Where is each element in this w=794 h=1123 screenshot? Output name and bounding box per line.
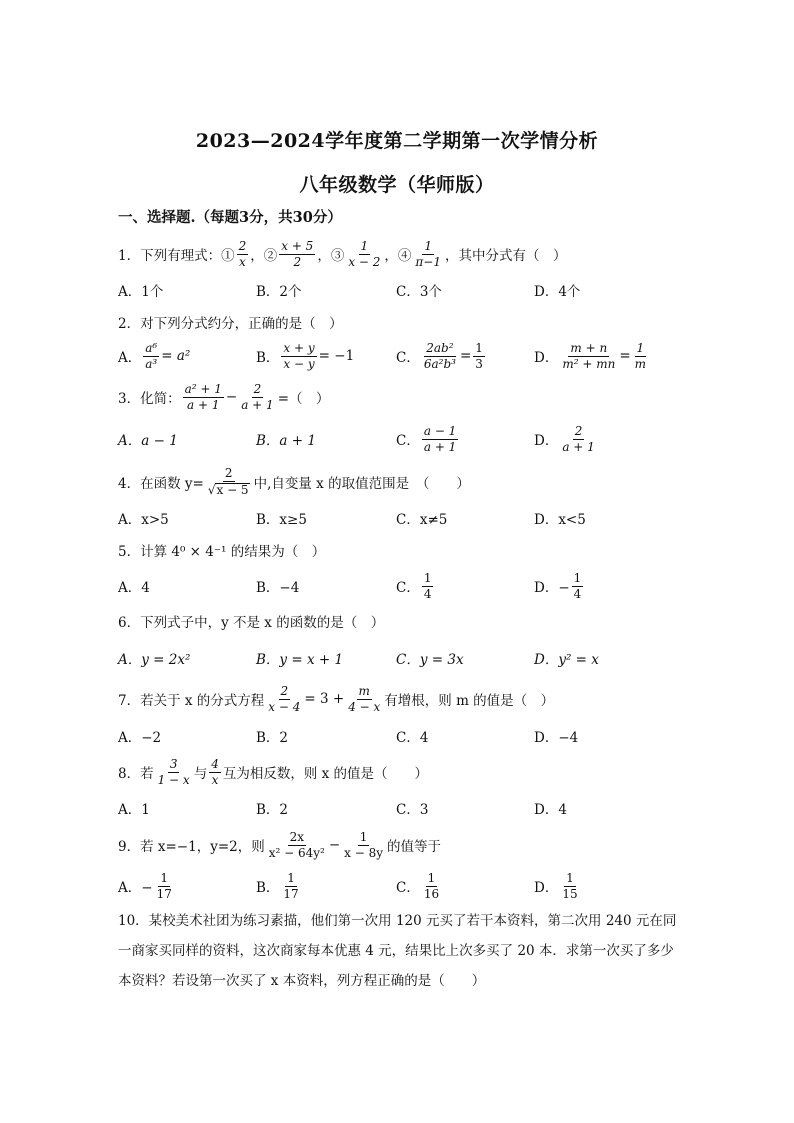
option-b: B．x≥5 (256, 512, 307, 528)
options-6 (118, 638, 678, 678)
question-9: 9．若 x=−1，y=2，则 $\frac{2x}{\text{x² − 64y²}}$ − $\frac{1}{x - 8y}$ 的值等于 (118, 829, 442, 860)
option-d: D． $\frac{2}{a + 1}$ (534, 423, 595, 454)
question-1: 1．下列有理式：① $\frac{2}{x}$ ，② $\frac{x + 5}{2}$ ，③ $\frac{1}{x - 2}$ ，④ $\frac{1}{\pi-1}$ ，其中分式有（ ） (118, 238, 567, 269)
option-d: D．−4 (534, 730, 579, 746)
option-a: A．x>5 (118, 512, 169, 528)
section-heading: 一、选择题.（每题3分，共30分） (118, 209, 342, 226)
option-a: A．4 (118, 580, 150, 596)
option-c: C． $\frac{a - 1}{a + 1}$ (396, 423, 457, 454)
option-b: B．2 (256, 802, 289, 818)
question-8: 8．若 $\frac{3}{1 - x}$ 与 $\frac{4}{x}$ 互为相反数，则 x 的值是（ ） (118, 756, 429, 787)
option-c: C． $\frac{1}{16}$ (396, 870, 440, 901)
option-b: B．2 (256, 730, 289, 746)
question-5: 5．计算 4⁰ × 4⁻¹ 的结果为（ ） (118, 544, 326, 560)
question-4: 4．在函数 y= 2 √ x − 5 中,自变量 x 的取值范围是 （ ） (118, 466, 470, 497)
options-7 (118, 716, 678, 756)
option-a: A．y = 2x² (118, 652, 191, 668)
option-c: C． $\frac{\text{2ab²}}{\text{6a²b³}}$ = $\frac{1}{3}$ (396, 340, 483, 371)
option-b: B．y = x + 1 (256, 652, 344, 668)
option-d: D．− $\frac{1}{4}$ (534, 570, 582, 601)
option-a: A． $\frac{\text{a⁶}}{\text{a³}}$ = a² (118, 340, 191, 371)
option-a: A．−2 (118, 730, 162, 746)
options-5 (118, 566, 678, 606)
option-d: D．4 (534, 802, 567, 818)
option-b: B．2个 (256, 284, 302, 300)
option-d: D． $\frac{m + n}{\text{m² + mn}}$ = $\frac{1}{m}$ (534, 340, 647, 371)
fraction: $\frac{1}{\pi-1}$ (415, 238, 441, 269)
question-2: 2．对下列分式约分，正确的是（ ） (118, 316, 343, 332)
option-c: C．4 (396, 730, 429, 746)
option-a: A．a − 1 (118, 433, 178, 449)
question-3: 3．化简： $\frac{\text{a² + 1}}{a + 1}$ − $\frac{2}{a + 1}$ =（ ） (118, 381, 330, 412)
fraction: $\frac{1}{x - 2}$ (348, 238, 381, 269)
option-d: D． $\frac{1}{15}$ (534, 870, 578, 901)
option-c: C． $\frac{1}{4}$ (396, 570, 432, 601)
options-9 (118, 866, 678, 906)
options-4 (118, 498, 678, 538)
option-a: A．1个 (118, 284, 164, 300)
option-d: D．y² = x (534, 652, 599, 668)
fraction: $\frac{x + 5}{2}$ (281, 238, 314, 269)
options-3 (118, 419, 678, 459)
option-b: B．−4 (256, 580, 300, 596)
option-b: B．a + 1 (256, 433, 316, 449)
option-b: B． $\frac{x + y}{x - y}$ = −1 (256, 340, 355, 371)
option-b: B． $\frac{1}{17}$ (256, 870, 299, 901)
exam-title: 2023—2024学年度第二学期第一次学情分析 (195, 130, 599, 152)
question-6: 6．下列式子中，y 不是 x 的函数的是（ ） (118, 615, 385, 631)
question-10: 10．某校美术社团为练习素描，他们第一次用 120 元买了若干本资料，第二次用 240 元在同一商家买同样的资料，这次商家每本优惠 4 元，结果比上次多买了 20 本．求第一次买了多少本资料？若设第一次买了 x 本资料，列方程正确的是（ ） (118, 913, 677, 989)
options-2 (118, 336, 678, 376)
options-1 (118, 270, 678, 310)
option-c: C．3个 (396, 284, 442, 300)
option-a: A．1 (118, 802, 150, 818)
option-d: D．x<5 (534, 512, 586, 528)
fraction: $\frac{2}{x}$ (238, 238, 247, 269)
option-a: A．− $\frac{1}{17}$ (118, 870, 172, 901)
option-c: C．3 (396, 802, 429, 818)
option-d: D．4个 (534, 284, 581, 300)
options-8 (118, 788, 678, 828)
question-7: 7．若关于 x 的分式方程 $\frac{2}{x - 4}$ = 3 + $\frac{m}{4 - x}$ 有增根，则 m 的值是（ ） (118, 683, 555, 714)
option-c: C．y = 3x (396, 652, 464, 668)
option-c: C．x≠5 (396, 512, 448, 528)
exam-subtitle: 八年级数学（华师版） (299, 174, 495, 196)
